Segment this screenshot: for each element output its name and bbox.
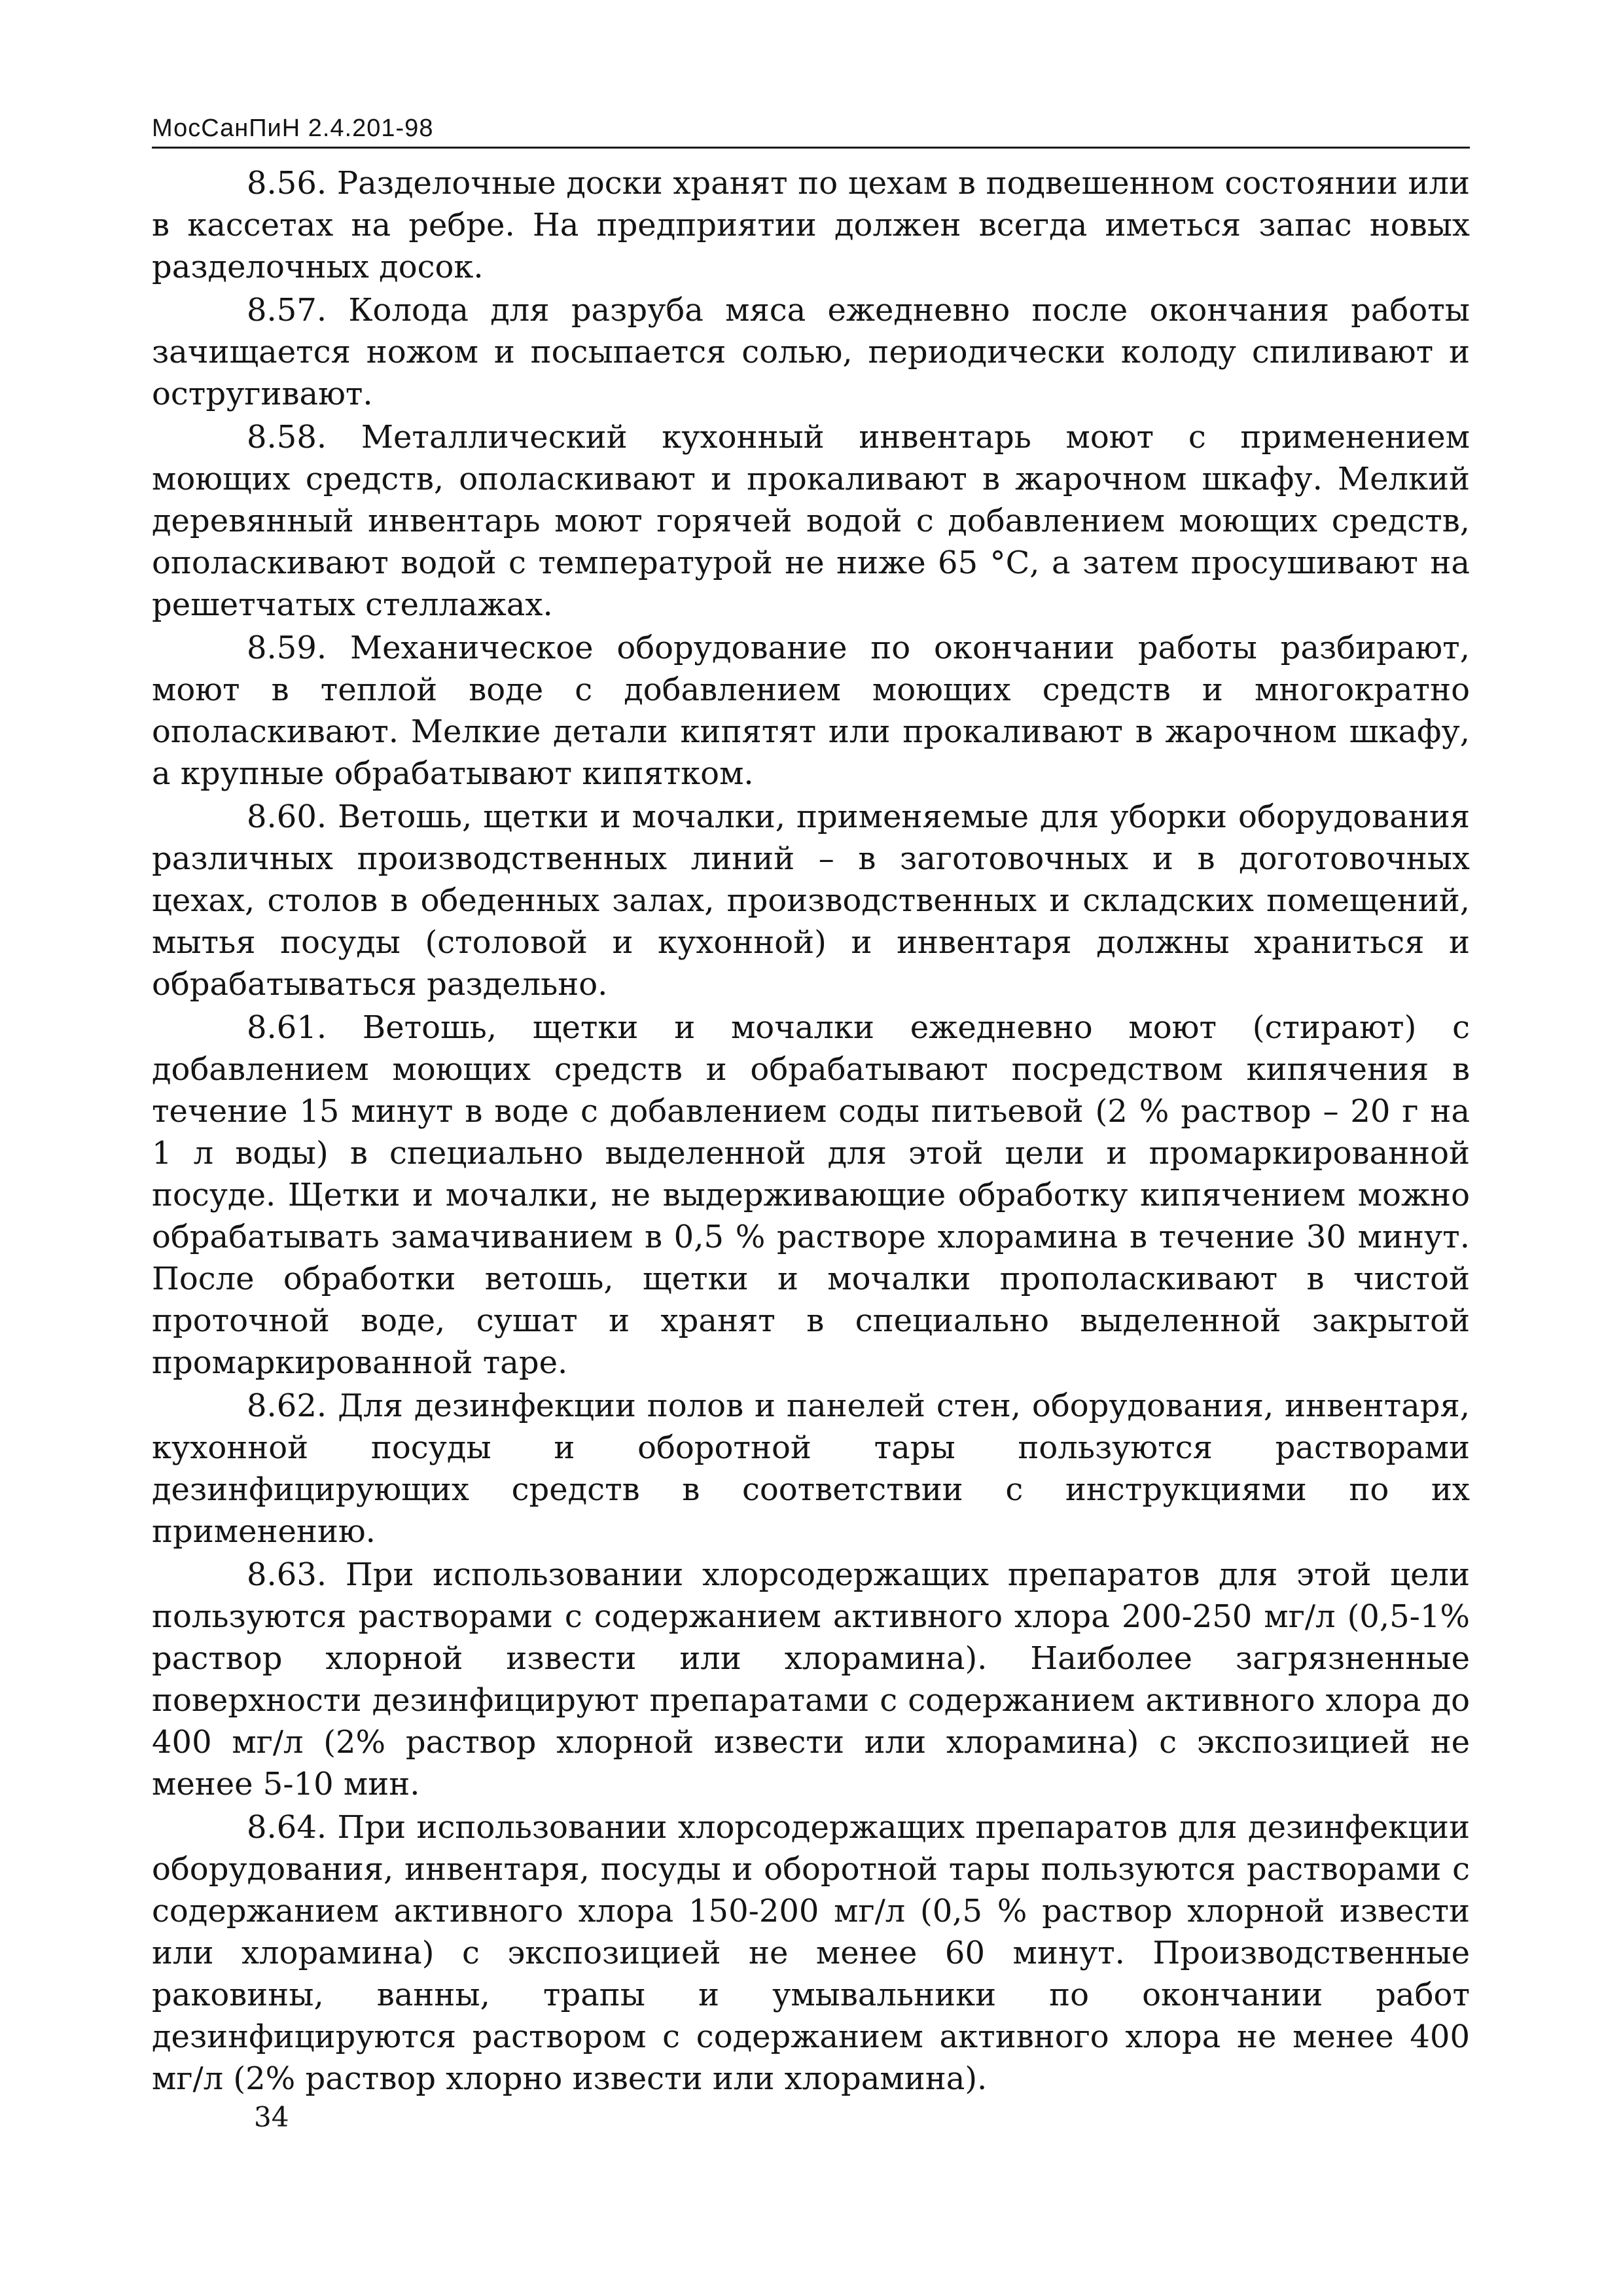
paragraph-text: Колода для разруба мяса ежедневно после окончания работы зачищается ножом и посыпается солью, периодически колоду спиливают и остругивают. <box>152 292 1470 412</box>
paragraph-text: Для дезинфекции полов и панелей стен, оборудования, инвентаря, кухонной посуды и оборотной тары пользуются растворами дезинфицирующих средств в соответствии с инструкциями по их применению. <box>152 1388 1470 1550</box>
paragraph-number: 8.58. <box>247 419 327 456</box>
page-header <box>152 110 1470 149</box>
paragraph-number: 8.62. <box>247 1388 327 1424</box>
document-body <box>152 162 1470 2100</box>
paragraph-text: Ветошь, щетки и мочалки ежедневно моют (стирают) с добавлением моющих средств и обрабатывают посредством кипячения в течение 15 минут в воде с добавлением соды питьевой (2 % раствор – 20 г на 1 л воды) в специально выделенной для этой цели и промаркированной посуде. Щетки и мочалки, не выдерживающие обработку кипячением можно обрабатывать замачиванием в 0,5 % растворе хлорамина в течение 30 минут. После обработки ветошь, щетки и мочалки прополаскивают в чистой проточной воде, сушат и хранят в специально выделенной закрытой промаркированной таре. <box>152 1009 1470 1381</box>
paragraph-text: При использовании хлорсодержащих препаратов для этой цели пользуются растворами с содержанием активного хлора 200-250 мг/л (0,5-1% раствор хлорной извести или хлорамина). Наиболее загрязненные поверхности дезинфицируют препаратами с содержанием активного хлора до 400 мг/л (2% раствор хлорной извести или хлорамина) с экспозицией не менее 5-10 мин. <box>152 1556 1470 1803</box>
paragraph-number: 8.63. <box>247 1556 327 1593</box>
paragraph-text: Ветошь, щетки и мочалки, применяемые для уборки оборудования различных производственных линий – в заготовочных и в доготовочных цехах, столов в обеденных залах, производственных и складских помещений, мытья посуды (столовой и кухонной) и инвентаря должны храниться и обрабатываться раздельно. <box>152 798 1470 1003</box>
paragraph-8-59 <box>152 627 1470 795</box>
paragraph-number: 8.56. <box>247 165 327 202</box>
paragraph-8-62 <box>152 1385 1470 1552</box>
document-code: МосСанПиН 2.4.201-98 <box>152 115 434 142</box>
paragraph-text: Металлический кухонный инвентарь моют с применением моющих средств, ополаскивают и прокаливают в жарочном шкафу. Мелкий деревянный инвентарь моют горячей водой с добавлением моющих средств, ополаскивают водой с температурой не ниже 65 °С, а затем просушивают на решетчатых стеллажах. <box>152 419 1470 623</box>
paragraph-8-61 <box>152 1007 1470 1384</box>
paragraph-8-64 <box>152 1806 1470 2100</box>
paragraph-number: 8.64. <box>247 1809 327 1846</box>
paragraph-8-60 <box>152 796 1470 1005</box>
paragraph-text: Разделочные доски хранят по цехам в подвешенном состоянии или в кассетах на ребре. На предприятии должен всегда иметься запас новых разделочных досок. <box>152 165 1470 285</box>
paragraph-8-57 <box>152 289 1470 415</box>
paragraph-text: При использовании хлорсодержащих препаратов для дезинфекции оборудования, инвентаря, посуды и оборотной тары пользуются растворами с содержанием активного хлора 150-200 мг/л (0,5 % раствор хлорной извести или хлорамина) с экспозицией не менее 60 минут. Производственные раковины, ванны, трапы и умывальники по окончании работ дезинфицируются раствором с содержанием активного хлора не менее 400 мг/л (2% раствор хлорно извести или хлорамина). <box>152 1809 1470 2097</box>
paragraph-number: 8.59. <box>247 630 327 666</box>
paragraph-8-56 <box>152 162 1470 288</box>
paragraph-number: 8.57. <box>247 292 327 329</box>
paragraph-number: 8.60. <box>247 798 327 835</box>
paragraph-text: Механическое оборудование по окончании работы разбирают, моют в теплой воде с добавлением моющих средств и многократно ополаскивают. Мелкие детали кипятят или прокаливают в жарочном шкафу, а крупные обрабатывают кипятком. <box>152 630 1470 792</box>
paragraph-number: 8.61. <box>247 1009 327 1046</box>
paragraph-8-63 <box>152 1554 1470 1805</box>
paragraph-8-58 <box>152 416 1470 626</box>
page-number: 34 <box>254 2101 289 2133</box>
